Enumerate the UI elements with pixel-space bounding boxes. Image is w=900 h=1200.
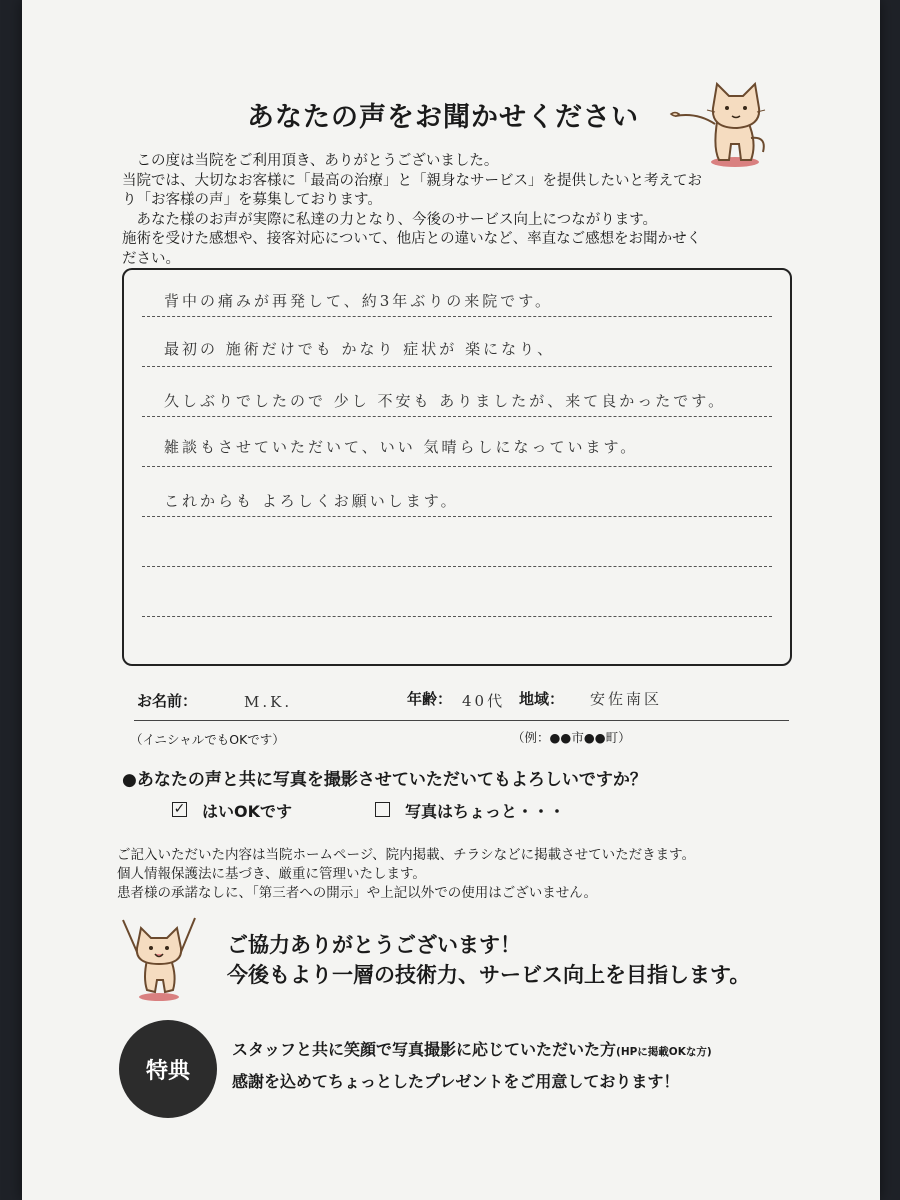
perk-line: 感謝を込めてちょっとしたプレゼントをご用意しております！ <box>232 1072 680 1091</box>
intro-line: ださい。 <box>122 250 180 267</box>
thanks-line: 今後もより一層の技術力、サービス向上を目指します。 <box>227 963 751 987</box>
perk-badge: 特典 <box>119 1020 217 1118</box>
comment-rule <box>142 566 772 567</box>
photo-question: ●あなたの声と共に写真を撮影させていただいてもよろしいですか？ <box>122 770 647 790</box>
age-value[interactable]: 40代 <box>462 692 506 710</box>
perk-note: (HPに掲載OKな方) <box>616 1046 712 1058</box>
comment-line: 雑談もさせていただいて、いい 気晴らしになっています。 <box>164 438 639 456</box>
privacy-line: 患者様の承諾なしに、「第三者への開示」や上記以外での使用はございません。 <box>117 885 598 901</box>
name-label: お名前： <box>137 692 198 710</box>
name-note: （イニシャルでもOKです） <box>130 732 285 747</box>
perk-line: スタッフと共に笑顔で写真撮影に応じていただいた方 <box>232 1040 617 1059</box>
yes-option-label: はいOKです <box>202 802 293 821</box>
region-label: 地域： <box>519 690 565 708</box>
thanks-message <box>227 930 750 990</box>
thanks-line: ご協力ありがとうございます！ <box>227 933 521 957</box>
privacy-notice <box>117 846 695 903</box>
name-value[interactable]: M.K. <box>244 693 293 711</box>
comment-rule <box>142 366 772 367</box>
intro-line: あなた様のお声が実際に私達の力となり、今後のサービス向上につながります。 <box>122 211 658 228</box>
privacy-line: 個人情報保護法に基づき、厳重に管理いたします。 <box>117 866 426 882</box>
page-title: あなたの声をお聞かせください <box>247 102 639 133</box>
perk-text <box>232 1035 712 1097</box>
intro-text <box>122 152 812 269</box>
comment-line: 背中の痛みが再発して、約3年ぶりの来院です。 <box>164 292 554 310</box>
comment-line: 久しぶりでしたので 少し 不安も ありましたが、来て良かったです。 <box>164 392 727 410</box>
comment-rule <box>142 416 772 417</box>
comment-rule <box>142 466 772 467</box>
region-value[interactable]: 安佐南区 <box>590 690 663 708</box>
comment-rule <box>142 316 772 317</box>
intro-line: 当院では、大切なお客様に「最高の治療」と「親身なサービス」を提供したいと考えてお <box>122 172 702 189</box>
form-underline <box>134 720 789 721</box>
comment-rule <box>142 616 772 617</box>
no-option-label: 写真はちょっと・・・ <box>405 802 566 821</box>
comment-line: これからも よろしくお願いします。 <box>164 492 459 510</box>
no-checkbox[interactable] <box>375 802 390 817</box>
cat-illustration-bottom-icon <box>117 912 202 1004</box>
comment-rule <box>142 516 772 517</box>
age-label: 年齢： <box>407 690 453 708</box>
survey-sheet <box>22 0 880 1200</box>
comment-box[interactable] <box>122 268 792 666</box>
region-note: （例：●●市●●町） <box>512 730 631 745</box>
privacy-line: ご記入いただいた内容は当院ホームページ、院内掲載、チラシなどに掲載させていただきます。 <box>117 847 696 863</box>
comment-line: 最初の 施術だけでも かなり 症状が 楽になり、 <box>164 340 556 358</box>
yes-checkbox[interactable]: ✓ <box>173 801 186 817</box>
intro-line: り「お客様の声」を募集しております。 <box>122 192 382 208</box>
intro-line: 施術を受けた感想や、接客対応について、他店との違いなど、率直なご感想をお聞かせく <box>122 231 702 247</box>
intro-line: この度は当院をご利用頂き、ありがとうございました。 <box>122 153 499 169</box>
